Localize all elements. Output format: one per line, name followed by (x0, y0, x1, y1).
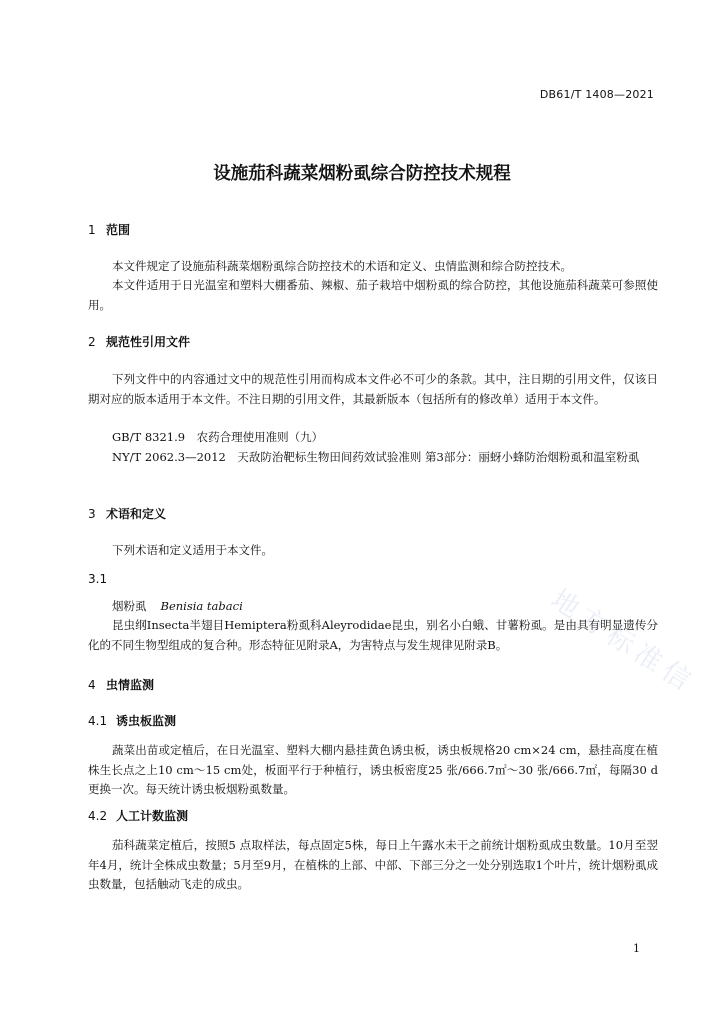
term-latin: Benisia tabaci (160, 599, 243, 613)
section-1-paragraph-2: 本文件适用于日光温室和塑料大棚番茄、辣椒、茄子栽培中烟粉虱的综合防控，其他设施茄科蔬菜可参照使用。 (88, 278, 658, 312)
section-3-heading (88, 505, 166, 522)
subsection-4-1-title: 诱虫板监测 (116, 714, 177, 728)
section-2-number: 2 (88, 335, 96, 349)
section-2-heading (88, 333, 190, 350)
section-3-title: 术语和定义 (106, 507, 167, 521)
subsection-4-1-paragraph: 蔬菜出苗或定植后，在日光温室、塑料大棚内悬挂黄色诱虫板，诱虫板规格20 cm×24 cm，悬挂高度在植株生长点之上10 cm～15 cm处，板面平行于种植行，诱虫板密度25 张/666.7㎡～30 张/666.7㎡，每隔30 d更换一次。每天统计诱虫板烟粉虱数量。 (88, 743, 658, 796)
watermark: 地方标准信 (545, 583, 701, 700)
section-1-title: 范围 (106, 223, 131, 237)
section-4-heading (88, 676, 154, 693)
document-title: 设施茄科蔬菜烟粉虱综合防控技术规程 (213, 164, 511, 184)
term-chinese: 烟粉虱 (112, 599, 147, 613)
reference-ny-t-2062-3: NY/T 2062.3—2012 天敌防治靶标生物田间药效试验准则 第3部分：丽蚜小蜂防治烟粉虱和温室粉虱 (112, 450, 640, 464)
subsection-4-2-paragraph: 茄科蔬菜定植后，按照5 点取样法，每点固定5株，每日上午露水未干之前统计烟粉虱成虫数量。10月至翌年4月，统计全株成虫数量；5月至9月，在植株的上部、中部、下部三分之一处分别选取1个叶片，统计烟粉虱成虫数量，包括触动飞走的成虫。 (88, 838, 658, 891)
standard-number: DB61/T 1408—2021 (539, 88, 654, 101)
section-4-number: 4 (88, 678, 96, 692)
subsection-4-1-heading (88, 712, 176, 729)
section-1-paragraph-1: 本文件规定了设施茄科蔬菜烟粉虱综合防控技术的术语和定义、虫情监测和综合防控技术。 (112, 259, 572, 273)
subsection-4-1-number: 4.1 (88, 714, 108, 728)
section-2-title: 规范性引用文件 (106, 335, 191, 349)
page-number: 1 (633, 942, 640, 955)
term-definition: 昆虫纲Insecta半翅目Hemiptera粉虱科Aleyrodidae昆虫，别名小白蛾、甘薯粉虱。是由具有明显遗传分化的不同生物型组成的复合种。形态特征见附录A，为害特点与发生规律见附录B。 (88, 618, 658, 652)
reference-gb-t-8321-9: GB/T 8321.9 农药合理使用准则（九） (112, 430, 324, 444)
section-4-title: 虫情监测 (106, 678, 155, 692)
section-2-paragraph-1: 下列文件中的内容通过文中的规范性引用而构成本文件必不可少的条款。其中，注日期的引用文件，仅该日期对应的版本适用于本文件。不注日期的引用文件，其最新版本（包括所有的修改单）适用于本文件。 (88, 372, 658, 406)
section-3-paragraph-1: 下列术语和定义适用于本文件。 (112, 543, 273, 557)
subsection-4-2-number: 4.2 (88, 809, 108, 823)
subsection-3-1-number: 3.1 (88, 572, 108, 586)
section-3-number: 3 (88, 507, 96, 521)
section-1-number: 1 (88, 223, 96, 237)
subsection-4-2-heading (88, 807, 188, 824)
term-entry (112, 598, 243, 614)
subsection-4-2-title: 人工计数监测 (116, 809, 189, 823)
section-1-heading (88, 221, 130, 238)
